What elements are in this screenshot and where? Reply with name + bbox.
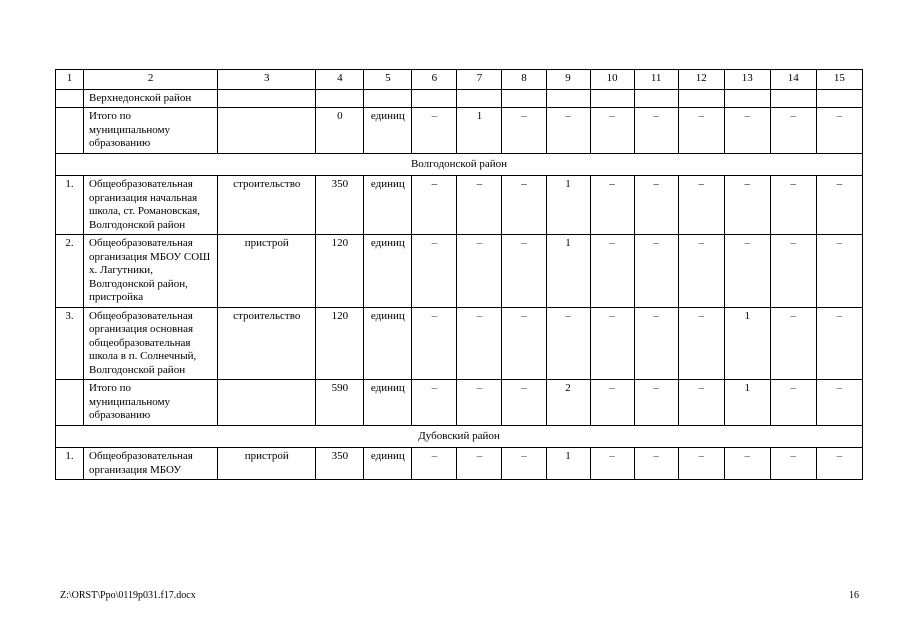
year-value: –	[770, 307, 816, 380]
year-value	[546, 89, 590, 108]
year-value: –	[678, 108, 724, 154]
district-name: Волгодонской район	[56, 153, 863, 176]
year-value: –	[634, 307, 678, 380]
year-value: –	[678, 307, 724, 380]
object-name: Итого по муниципальному образованию	[84, 380, 218, 426]
column-header: 9	[546, 70, 590, 90]
row-number	[56, 380, 84, 426]
year-value: –	[724, 108, 770, 154]
table-row	[56, 176, 863, 235]
year-value: –	[546, 108, 590, 154]
year-value: –	[590, 108, 634, 154]
year-value: –	[412, 235, 457, 308]
year-value: –	[634, 235, 678, 308]
column-header: 14	[770, 70, 816, 90]
work-type: пристрой	[218, 448, 316, 480]
row-number: 2.	[56, 235, 84, 308]
year-value: –	[412, 448, 457, 480]
year-value	[724, 89, 770, 108]
unit: единиц	[364, 176, 412, 235]
column-header: 5	[364, 70, 412, 90]
year-value	[770, 89, 816, 108]
year-value: –	[724, 176, 770, 235]
year-value: –	[678, 448, 724, 480]
work-type	[218, 108, 316, 154]
year-value: –	[590, 176, 634, 235]
capacity: 350	[316, 448, 364, 480]
year-value: –	[590, 448, 634, 480]
unit: единиц	[364, 307, 412, 380]
column-header: 15	[816, 70, 862, 90]
year-value	[634, 89, 678, 108]
year-value: –	[770, 380, 816, 426]
capacity: 120	[316, 307, 364, 380]
year-value: –	[770, 108, 816, 154]
year-value: –	[678, 235, 724, 308]
year-value: –	[502, 307, 546, 380]
year-value: –	[770, 448, 816, 480]
year-value: 1	[724, 380, 770, 426]
year-value: –	[412, 380, 457, 426]
object-name: Общеобразовательная организация основная общеобразовательная школа в п. Солнечный, Волгодонской район	[84, 307, 218, 380]
work-type	[218, 89, 316, 108]
year-value: –	[502, 380, 546, 426]
year-value: –	[816, 235, 862, 308]
year-value: –	[816, 108, 862, 154]
year-value: –	[590, 235, 634, 308]
column-header: 12	[678, 70, 724, 90]
work-type	[218, 380, 316, 426]
row-number	[56, 108, 84, 154]
year-value: –	[634, 108, 678, 154]
year-value: –	[502, 176, 546, 235]
unit: единиц	[364, 108, 412, 154]
year-value: –	[678, 176, 724, 235]
capacity: 590	[316, 380, 364, 426]
footer-page-number: 16	[849, 590, 859, 601]
year-value: –	[724, 235, 770, 308]
column-header: 6	[412, 70, 457, 90]
year-value: –	[457, 176, 502, 235]
year-value: –	[412, 176, 457, 235]
year-value: –	[634, 176, 678, 235]
year-value: 1	[546, 448, 590, 480]
column-header: 4	[316, 70, 364, 90]
year-value: –	[502, 448, 546, 480]
year-value: –	[457, 380, 502, 426]
year-value: 1	[457, 108, 502, 154]
year-value: –	[457, 307, 502, 380]
capacity: 120	[316, 235, 364, 308]
row-number	[56, 89, 84, 108]
work-type: строительство	[218, 176, 316, 235]
capacity: 0	[316, 108, 364, 154]
year-value: –	[590, 380, 634, 426]
table-row	[56, 448, 863, 480]
column-header: 10	[590, 70, 634, 90]
table-header-row	[56, 70, 863, 90]
object-name: Итого по муниципальному образованию	[84, 108, 218, 154]
year-value: –	[770, 235, 816, 308]
column-header: 13	[724, 70, 770, 90]
year-value: –	[412, 307, 457, 380]
column-header: 3	[218, 70, 316, 90]
row-number: 1.	[56, 448, 84, 480]
capacity: 350	[316, 176, 364, 235]
column-header: 1	[56, 70, 84, 90]
column-header: 11	[634, 70, 678, 90]
year-value: –	[502, 108, 546, 154]
year-value: 1	[546, 235, 590, 308]
data-table	[55, 69, 863, 480]
year-value: –	[724, 448, 770, 480]
unit: единиц	[364, 448, 412, 480]
column-header: 2	[84, 70, 218, 90]
year-value: 2	[546, 380, 590, 426]
district-header-row	[56, 425, 863, 448]
table-row	[56, 89, 863, 108]
year-value: –	[412, 108, 457, 154]
unit	[364, 89, 412, 108]
unit: единиц	[364, 235, 412, 308]
column-header: 8	[502, 70, 546, 90]
district-header-row	[56, 153, 863, 176]
work-type: строительство	[218, 307, 316, 380]
year-value	[457, 89, 502, 108]
year-value: 1	[546, 176, 590, 235]
year-value: –	[457, 235, 502, 308]
year-value	[502, 89, 546, 108]
footer-file-path: Z:\ORST\Ppo\0119p031.f17.docx	[60, 590, 196, 601]
year-value: 1	[724, 307, 770, 380]
year-value: –	[816, 380, 862, 426]
object-name: Верхнедонской район	[84, 89, 218, 108]
year-value	[816, 89, 862, 108]
table-row	[56, 307, 863, 380]
year-value: –	[590, 307, 634, 380]
year-value: –	[634, 380, 678, 426]
table-row	[56, 380, 863, 426]
row-number: 3.	[56, 307, 84, 380]
district-name: Дубовский район	[56, 425, 863, 448]
column-header: 7	[457, 70, 502, 90]
year-value	[590, 89, 634, 108]
table-row	[56, 235, 863, 308]
object-name: Общеобразовательная организация МБОУ СОШ х. Лагутники, Волгодонской район, пристройка	[84, 235, 218, 308]
year-value: –	[770, 176, 816, 235]
capacity	[316, 89, 364, 108]
year-value: –	[678, 380, 724, 426]
table-row	[56, 108, 863, 154]
object-name: Общеобразовательная организация МБОУ	[84, 448, 218, 480]
year-value: –	[634, 448, 678, 480]
year-value: –	[816, 307, 862, 380]
work-type: пристрой	[218, 235, 316, 308]
year-value: –	[546, 307, 590, 380]
unit: единиц	[364, 380, 412, 426]
year-value: –	[457, 448, 502, 480]
year-value: –	[816, 448, 862, 480]
year-value: –	[502, 235, 546, 308]
year-value	[678, 89, 724, 108]
object-name: Общеобразовательная организация начальная школа, ст. Романовская, Волгодонской район	[84, 176, 218, 235]
year-value: –	[816, 176, 862, 235]
row-number: 1.	[56, 176, 84, 235]
year-value	[412, 89, 457, 108]
